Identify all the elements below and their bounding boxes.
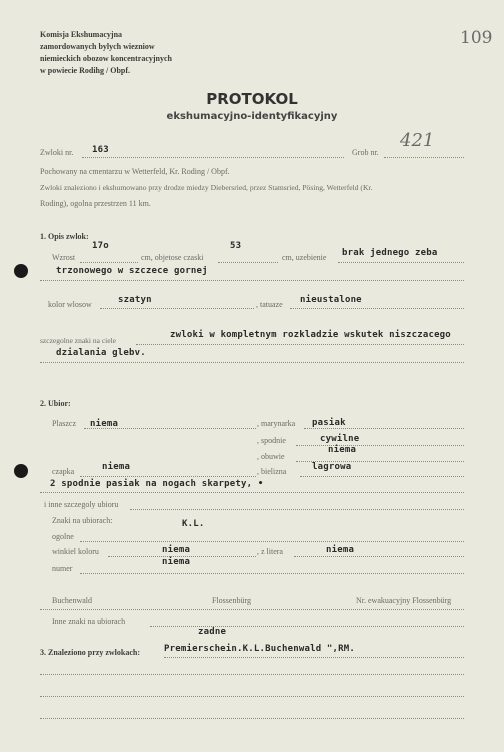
grob-line (384, 157, 464, 158)
kolor-value: szatyn (118, 295, 152, 305)
pochowany-text: Pochowany na cmentarzu w Wetterfeld, Kr. Roding / Obpf. (40, 167, 230, 176)
spodnie-label: , spodnie (257, 436, 286, 445)
tatuaze-line (290, 308, 464, 309)
uzebienie-value-1: brak jednego zeba (342, 248, 438, 258)
winkiel-value-2: niema (162, 557, 191, 567)
grob-label: Grob nr. (352, 148, 379, 157)
section3-line-2 (40, 674, 464, 675)
ogolne-label: ogolne (52, 532, 74, 541)
znaleziono-text-2: Roding), ogolna przestrzen 11 km. (40, 199, 151, 208)
flossenburg-label: Flossenbürg (212, 596, 251, 605)
obuwie-label: , obuwie (257, 452, 285, 461)
nr-ewakuacyjny-label: Nr. ewakuacyjny Flossenbürg (356, 596, 452, 605)
inne-znaki-label: Inne znaki na ubiorach (52, 617, 126, 626)
litera-label: , z litera (257, 547, 283, 556)
section1-heading: 1. Opis zwlok: (40, 232, 89, 241)
marynarka-line (304, 428, 464, 429)
zwloki-value: 163 (92, 145, 109, 155)
wzrost-line (80, 262, 138, 263)
numer-line (80, 573, 464, 574)
znaki-line-2 (40, 362, 464, 363)
czapka-value: niema (102, 462, 131, 472)
kolor-label: kolor wlosow (48, 300, 92, 309)
marynarka-value: pasiak (312, 418, 346, 428)
title-main: PROTOKOL (206, 90, 298, 108)
tatuaze-label: , tatuaze (256, 300, 283, 309)
bielizna-value: lagrowa (312, 462, 352, 472)
numer-label: numer (52, 564, 73, 573)
litera-value: niema (326, 545, 355, 555)
znaki-label: szczegolne znaki na ciele (40, 336, 116, 345)
wzrost-label: Wzrost (52, 253, 76, 262)
org-line-1: Komisja Ekshumacyjna (40, 30, 123, 39)
nr-ewakuacyjny-line (40, 609, 464, 610)
punch-hole-top (14, 264, 28, 278)
org-line-3: niemieckich obozow koncentracyjnych (40, 54, 172, 63)
bielizna-line (300, 476, 464, 477)
inne-znaki-value: zadne (198, 627, 227, 637)
ogolne-line (80, 541, 464, 542)
punch-hole-bottom (14, 464, 28, 478)
wzrost-value: 17o (92, 241, 109, 251)
czaski-value: 53 (230, 241, 242, 251)
org-line-2: zamordowanych bylych wiezniow (40, 42, 155, 51)
section3-line-1 (164, 657, 464, 658)
page-number: 109 (460, 28, 493, 48)
org-line-4: w powiecie Rodihg / Obpf. (40, 66, 131, 75)
ubior-extra-line: 2 spodnie pasiak na nogach skarpety, • (50, 479, 264, 489)
litera-line (294, 556, 464, 557)
section3-line-4 (40, 718, 464, 719)
bielizna-label: , bielizna (257, 467, 287, 476)
winkiel-value-1: niema (162, 545, 191, 555)
znaki-line (136, 344, 464, 345)
grob-value: 421 (400, 130, 435, 151)
plaszcz-line (84, 428, 256, 429)
ubior-extra-underline (40, 492, 464, 493)
section3-value: Premierschein.K.L.Buchenwald ",RM. (164, 644, 356, 654)
znaki-ubior-label: Znaki na ubiorach: (52, 516, 113, 525)
znaki-value-2: dzialania glebv. (56, 348, 146, 358)
inne-szczegoly-line (130, 509, 464, 510)
spodnie-line (296, 445, 464, 446)
uzebienie-line (338, 262, 464, 263)
czapka-line (80, 476, 256, 477)
zwloki-label: Zwloki nr. (40, 148, 74, 157)
plaszcz-value: niema (90, 419, 119, 429)
czaski-label: cm, objetose czaski (141, 253, 204, 262)
title-sub: ekshumacyjno-identyfikacyjny (166, 111, 338, 122)
buchenwald-label: Buchenwald (52, 596, 92, 605)
obuwie-value: niema (328, 445, 357, 455)
spodnie-value: cywilne (320, 434, 360, 444)
uzebienie-value-2: trzonowego w szczece gornej (56, 266, 208, 276)
plaszcz-label: Plaszcz (52, 419, 76, 428)
czaski-line (218, 262, 278, 263)
znaki-ubior-value: K.L. (182, 519, 205, 529)
znaleziono-text-1: Zwloki znaleziono i ekshumowano przy drodze miedzy Diebersried, przez Stamsried, Pösing, Wetterfeld (Kr. (40, 183, 373, 192)
czapka-label: czapka (52, 467, 75, 476)
uzebienie-label: cm, uzebienie (282, 253, 327, 262)
winkiel-label: winkiel koloru (52, 547, 99, 556)
znaki-value-1: zwloki w kompletnym rozkladzie wskutek niszczacego (170, 330, 451, 340)
kolor-line (100, 308, 254, 309)
section3-heading: 3. Znaleziono przy zwlokach: (40, 648, 140, 657)
tatuaze-value: nieustalone (300, 295, 362, 305)
section2-heading: 2. Ubior: (40, 399, 71, 408)
uzebienie-line-2 (40, 280, 464, 281)
zwloki-line (82, 157, 344, 158)
inne-szczegoly-label: i inne szczegoly ubioru (44, 500, 119, 509)
marynarka-label: , marynarka (257, 419, 296, 428)
section3-line-3 (40, 696, 464, 697)
